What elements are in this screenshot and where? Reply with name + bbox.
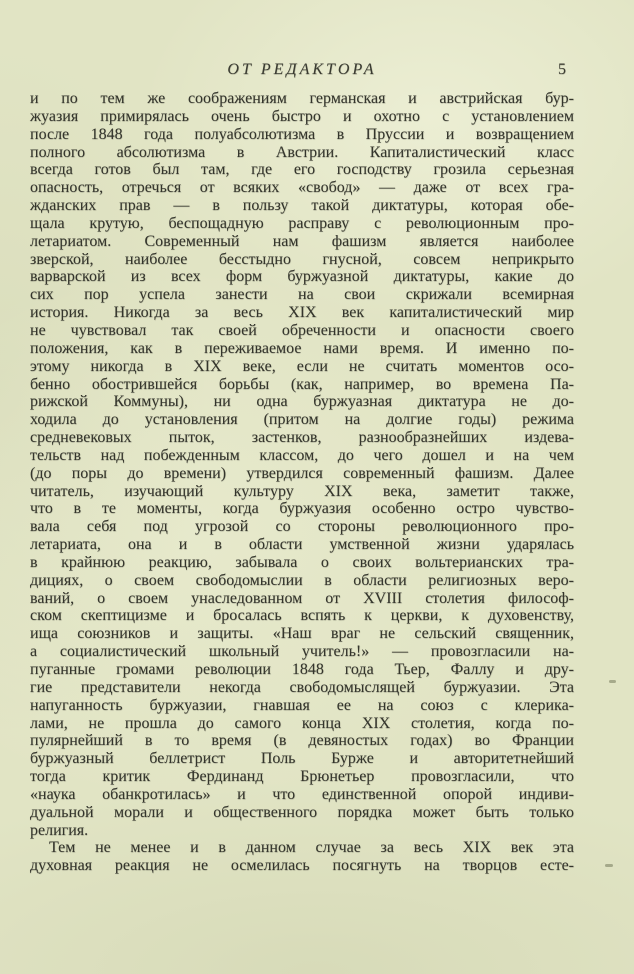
text-line: а социалистический школьный учитель!» — провозгласили на- xyxy=(30,643,574,661)
text-line: гие представители некогда свободомыслящей буржуазии. Эта xyxy=(30,678,574,696)
header-title: ОТ РЕДАКТОРА xyxy=(227,61,377,78)
text-line: летариатом. Современный нам фашизм является наиболее xyxy=(30,232,574,250)
text-line: ваний, о своем унаследованном от XVIII столетия философ- xyxy=(30,589,574,607)
text-line: история. Никогда за весь XIX век капиталистический мир xyxy=(30,304,574,322)
text-line: лами, не прошла до самого конца XIX столетия, когда по- xyxy=(30,714,574,732)
text-line: тельств над побежденным классом, до чего дошел и на чем xyxy=(30,446,574,464)
text-line: ища союзников и защиты. «Наш враг не сельский священник, xyxy=(30,625,574,643)
text-line: вала себя под угрозой со стороны революционного про- xyxy=(30,518,574,536)
text-line: рижской Коммуны), ни одна буржуазная диктатура не до- xyxy=(30,393,574,411)
text-line: сих пор успела занести на свои скрижали всемирная xyxy=(30,286,574,304)
text-line: жуазия примирялась очень быстро и охотно с установлением xyxy=(30,107,574,125)
text-line: (до поры до времени) утвердился современный фашизм. Далее xyxy=(30,464,574,482)
text-line: этому никогда в XIX веке, если не считать моментов осо- xyxy=(30,357,574,375)
text-line: не чувствовал так своей обреченности и опасности своего xyxy=(30,321,574,339)
text-line: опасность, отречься от всяких «свобод» — даже от всех гра- xyxy=(30,179,574,197)
text-line: щала крутую, беспощадную расправу с революционным про- xyxy=(30,214,574,232)
text-line: средневековых пыток, застенков, разнообразнейших издева- xyxy=(30,429,574,447)
scan-speck xyxy=(605,864,613,867)
text-line: всегда готов был там, где его господству грозила серьезная xyxy=(30,161,574,179)
running-header xyxy=(30,61,574,83)
text-line: тогда критик Фердинанд Брюнетьер провозгласили, что xyxy=(30,768,574,786)
text-line: зверской, наиболее бесстыдно гнусной, совсем неприкрыто xyxy=(30,250,574,268)
text-line: летариата, она и в области умственной жизни ударялась xyxy=(30,536,574,554)
text-line: варварской из всех форм буржуазной диктатуры, какие до xyxy=(30,268,574,286)
text-line: Тем не менее и в данном случае за весь XIX век эта xyxy=(49,839,574,857)
text-line: и по тем же соображениям германская и австрийская бур- xyxy=(30,90,574,107)
text-line: религия. xyxy=(30,821,89,839)
body-text xyxy=(30,90,574,875)
page-number: 5 xyxy=(558,61,566,78)
text-line: бенно обострившейся борьбы (как, например, во времена Па- xyxy=(30,375,574,393)
text-line: жданских прав — в пользу такой диктатуры, которая обе- xyxy=(30,197,574,215)
text-line: ском скептицизме и бросалась вспять к церкви, к духовенству, xyxy=(30,607,574,625)
text-line: пуганные громами революции 1848 года Тьер, Фаллу и дру- xyxy=(30,661,574,678)
text-line: что в те моменты, когда буржуазия особенно остро чувство- xyxy=(30,500,574,518)
text-line: буржуазный беллетрист Поль Бурже и авторитетнейший xyxy=(30,750,574,768)
text-line: полного абсолютизма в Австрии. Капиталистический класс xyxy=(30,143,574,161)
text-line: дуальной морали и общественного порядка может быть только xyxy=(30,803,574,821)
text-line: «наука обанкротилась» и что единственной опорой индиви- xyxy=(30,785,574,803)
text-line: положения, как в переживаемое нами время. И именно по- xyxy=(30,339,574,357)
text-line: дициях, о своем свободомыслии в области религиозных веро- xyxy=(30,571,574,589)
text-line: напуганность буржуазии, гнавшая ее на союз с клерика- xyxy=(30,696,574,714)
text-line: ходила до установления (притом на долгие годы) режима xyxy=(30,411,574,429)
scan-speck xyxy=(609,680,616,683)
text-line: читатель, изучающий культуру XIX века, заметит также, xyxy=(30,482,574,500)
text-line: духовная реакция не осмелилась посягнуть на творцов есте- xyxy=(30,857,574,875)
text-line: после 1848 года полуабсолютизма в Пруссии и возвращением xyxy=(30,125,574,143)
text-line: пулярнейший в то время (в девяностых годах) во Франции xyxy=(30,732,574,750)
text-line: в крайнюю реакцию, забывала о своих вольтерианских тра- xyxy=(30,553,574,571)
